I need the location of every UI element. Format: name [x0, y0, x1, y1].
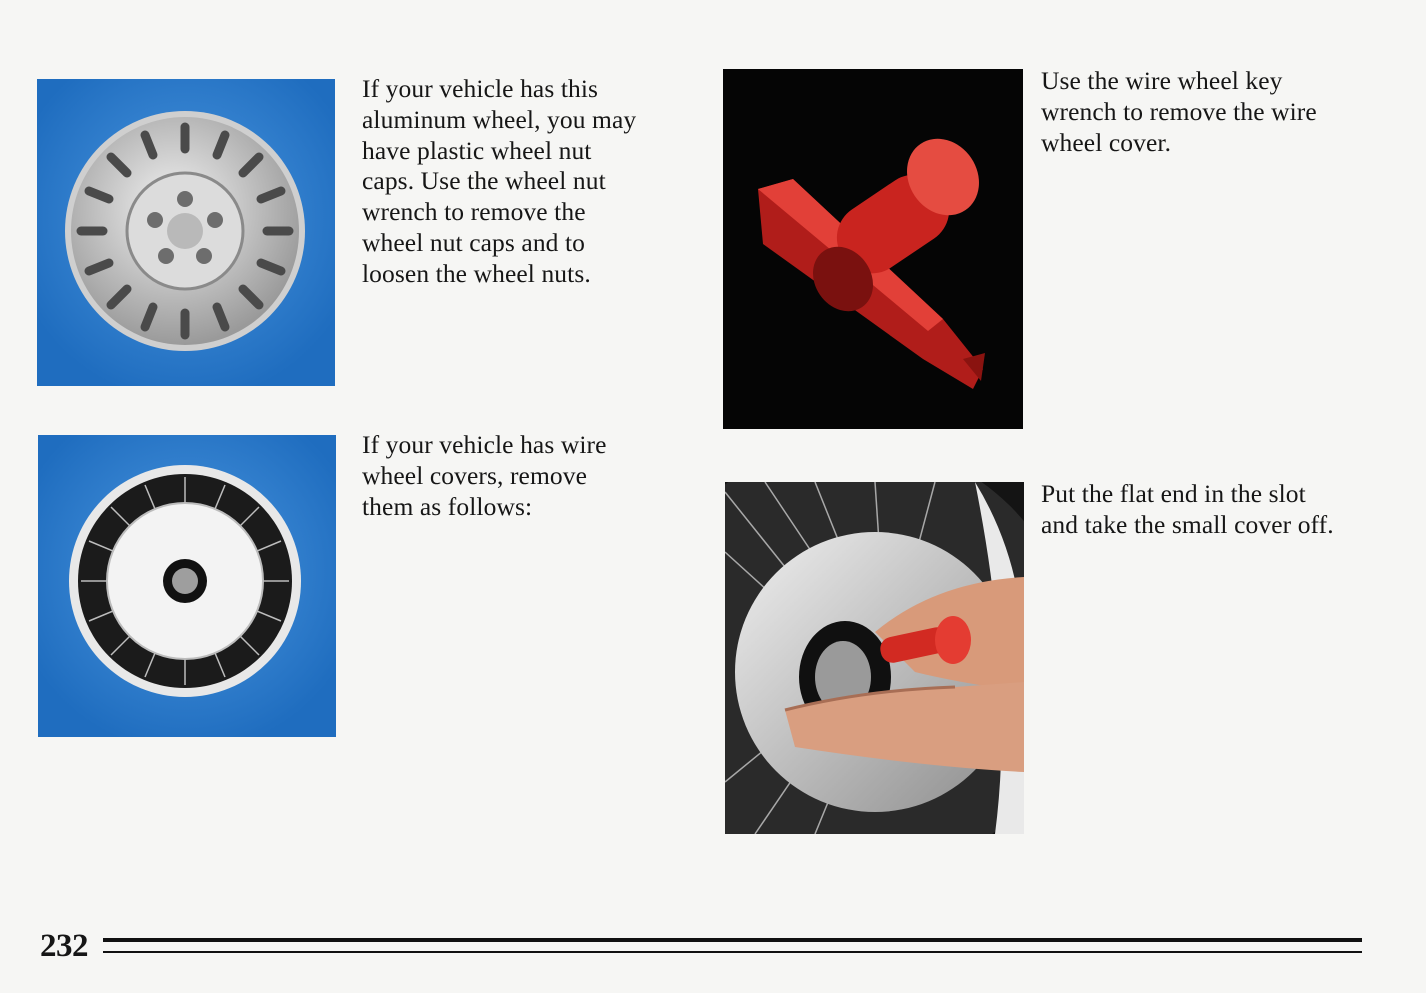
key-wrench-photo — [723, 69, 1023, 429]
footer-rule-thin — [103, 951, 1362, 953]
removing-cover-photo — [725, 482, 1024, 834]
aluminum-wheel-photo — [37, 79, 335, 386]
flat-end-instructions: Put the flat end in the slot and take the small cover off. — [1041, 479, 1334, 539]
wire-wheel-covers-instructions: If your vehicle has wire wheel covers, remove them as follows: — [362, 430, 607, 521]
aluminum-wheel-instructions: If your vehicle has this aluminum wheel, you may have plastic wheel nut caps. Use the wheel nut wrench to remove the wheel nut caps and to loosen the wheel nuts. — [362, 74, 637, 288]
page-number: 232 — [40, 928, 88, 964]
wire-wheel-cover-photo — [38, 435, 336, 737]
footer-rule-thick — [103, 938, 1362, 942]
key-wrench-instructions: Use the wire wheel key wrench to remove the wire wheel cover. — [1041, 66, 1317, 157]
